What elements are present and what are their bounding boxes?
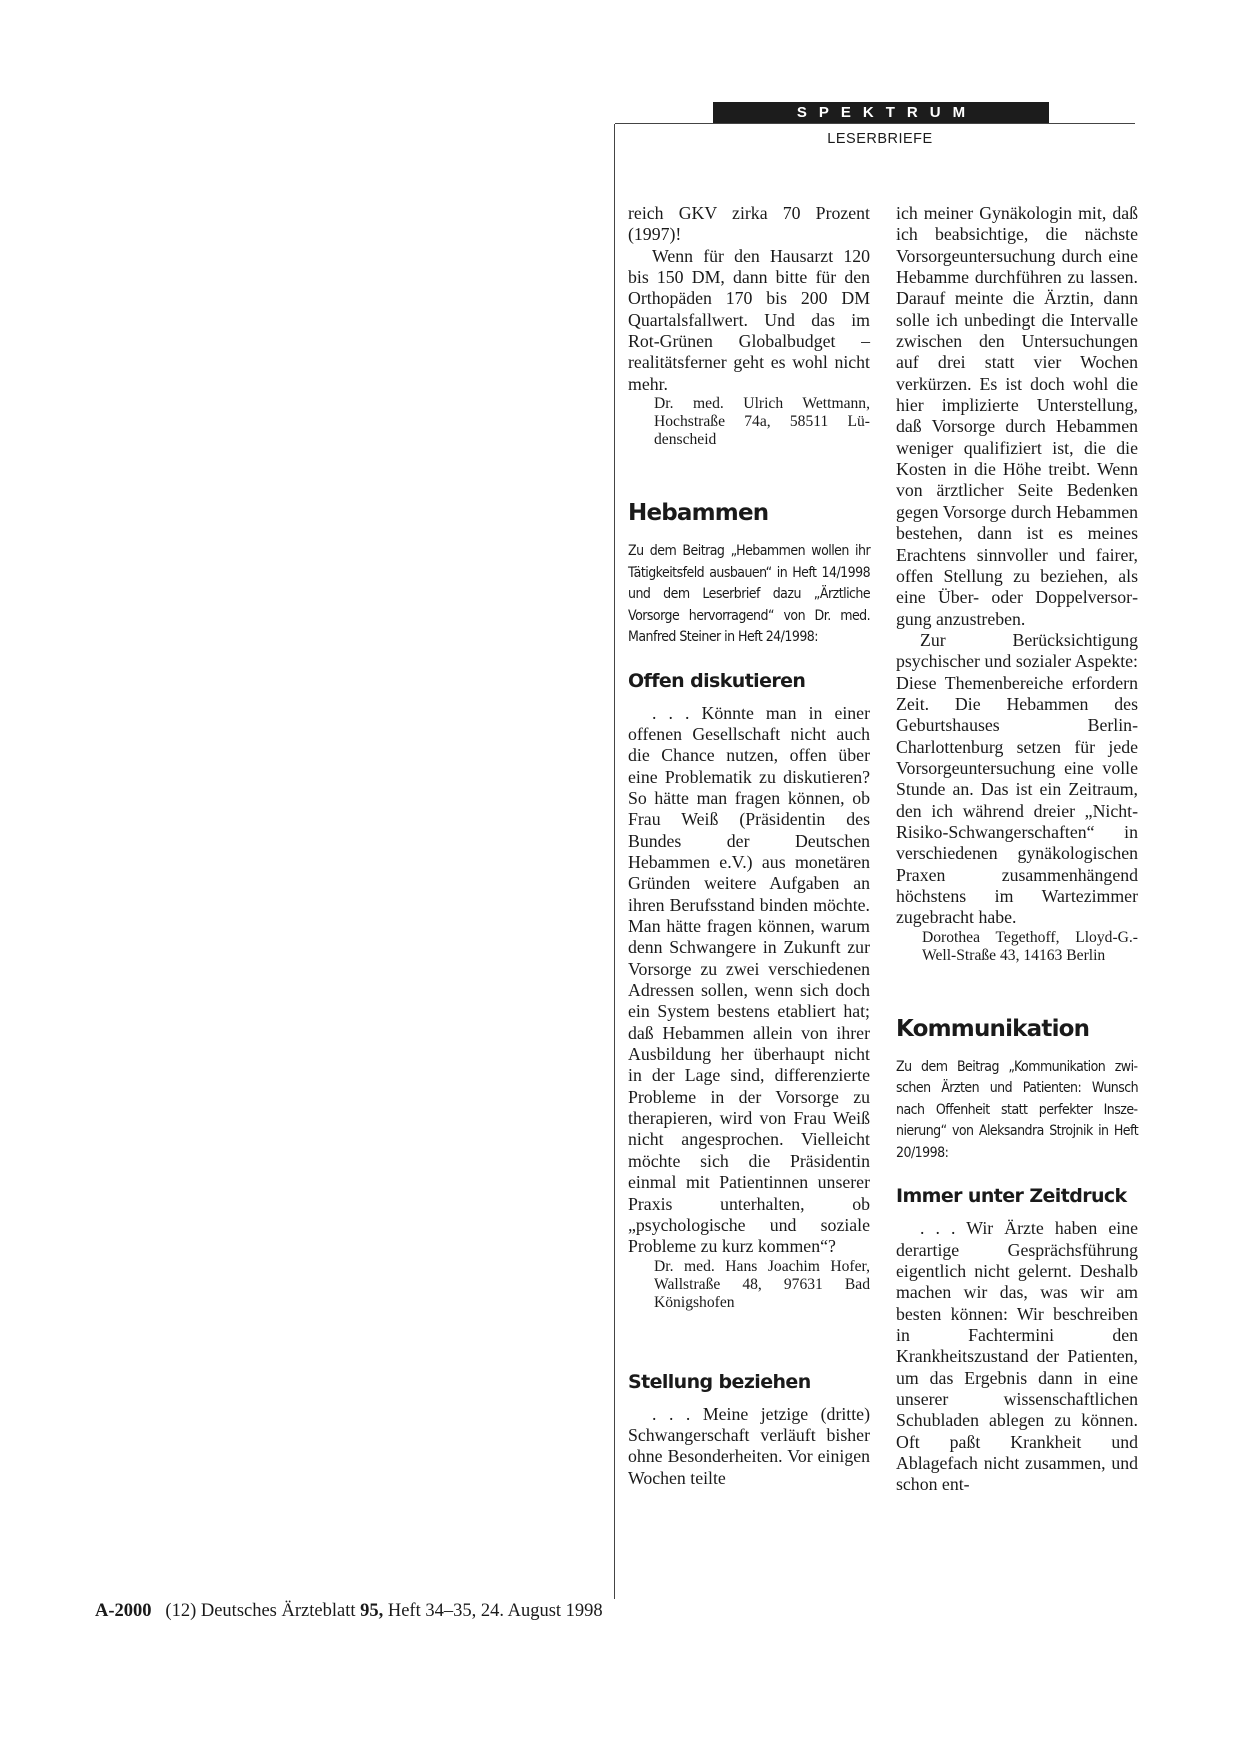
- journal-name: (12) Deutsches Ärzteblatt: [165, 1601, 356, 1621]
- page-code: A-2000: [95, 1601, 152, 1621]
- section-heading-hebammen: Hebammen: [628, 500, 769, 527]
- article-reference-intro: Zu dem Beitrag „Hebammen wollen ihr Tätigkeitsfeld ausbauen“ in Heft 14/1998 und dem Leserbrief dazu „Ärztliche Vorsorge hervorragend“ von Dr. med. Manfred Steiner in Heft 24/1998:: [628, 543, 871, 646]
- right-column: [896, 203, 1138, 1496]
- letter-signature: Dorothea Tegethoff, Lloyd-G.-Well-Straße 43, 14163 Berlin: [922, 928, 1138, 964]
- article-reference-intro: Zu dem Beitrag „Kommunikation zwischen Ärzten und Patienten: Wunsch nach Offenheit statt perfekter Inszenierung“ von Aleksandra Strojnik in Heft 20/1998:: [896, 1058, 1139, 1161]
- letter-signature: Dr. med. Hans Joachim Hofer, Wallstraße 48, 97631 Bad Königshofen: [654, 1257, 870, 1311]
- letter-body: . . . Wir Ärzte haben eine derartige Gesprächsführung eigentlich nicht gelernt. Deshalb machen wir das, was wir am besten können: Wir beschreiben in Fachtermini den Krankheitszustand der Patienten, um das Ergebnis dann in eine unserer wissenschaftlichen Schubladen ablegen zu können. Oft paßt Krankheit und Ablagefach nicht zusammen, und schon ent-: [896, 1218, 1138, 1495]
- carryover-paragraph: reich GKV zirka 70 Prozent (1997)!: [628, 203, 870, 245]
- section-heading-kommunikation: Kommunikation: [896, 1015, 1090, 1042]
- header-rule: [615, 123, 1135, 124]
- issue-date: Heft 34–35, 24. August 1998: [387, 1601, 603, 1621]
- volume-number: 95,: [360, 1601, 384, 1621]
- letter-signature: Dr. med. Ulrich Wettmann, Hochstraße 74a, 58511 Lüdenscheid: [654, 395, 870, 449]
- section-banner: SPEKTRUM: [713, 102, 1049, 124]
- letter-body-paragraph: Zur Berücksichtigung psychischer und sozialer Aspekte: Diese Themenbereiche erfordern Zeit. Die Hebammen des Geburtshauses Berlin-Charlottenburg setzen für jede Vorsorgeuntersuchung eine volle Stunde an. Das ist ein Zeitraum, den ich während dreier „Nicht-Risiko-Schwangerschaften“ in verschiedenen gynäkologischen Praxen zusammenhängend höchstens im Wartezimmer zugebracht habe.: [896, 629, 1138, 928]
- column-rule: [614, 124, 615, 1599]
- letter-heading: Stellung beziehen: [628, 1370, 811, 1393]
- left-column: [628, 203, 870, 1489]
- page-footer: [95, 1601, 603, 1622]
- letter-body: . . . Meine jetzige (dritte) Schwangerschaft verläuft bisher ohne Besonderheiten. Vor einigen Wochen teilte: [628, 1403, 870, 1488]
- subsection-label: LESERBRIEFE: [827, 131, 933, 147]
- letter-body: . . . Könnte man in einer offenen Gesellschaft nicht auch die Chance nutzen, offen über eine Problematik zu diskutieren? So hätte man fragen können, ob Frau Weiß (Präsidentin des Bundes der Deutschen Hebammen e.V.) aus monetären Gründen weitere Aufgaben an ihren Berufsstand binden möchte. Man hätte fragen können, warum denn Schwangere in Zukunft zur Vorsorge zu zwei verschiedenen Adressen sollen, wenn sich doch ein System bestens etabliert hat; daß Hebammen allein von ihrer Ausbildung her überhaupt nicht in der Lage sind, differenzierte Probleme in der Vorsorge zu therapieren, wird von Frau Weiß nicht angesprochen. Vielleicht möchte sich die Präsidentin einmal mit Patientinnen unserer Praxis unterhalten, ob „psychologische und soziale Probleme zu kurz kommen“?: [628, 702, 870, 1257]
- letter-heading: Offen diskutieren: [628, 669, 806, 692]
- letter-body-continued: ich meiner Gynäkologin mit, daß ich beabsichtige, die nächste Vorsorgeuntersuchung durch eine Hebamme durchführen zu lassen. Darauf meinte die Ärztin, dann solle ich unbedingt die Intervalle zwischen den Untersuchungen auf drei statt vier Wochen verkürzen. Es ist doch wohl die hier implizierte Unterstellung, daß Vorsorge durch Hebammen weniger qualifiziert ist, die die Kosten in die Höhe treibt. Wenn von ärztlicher Seite Bedenken gegen Vorsorge durch Hebammen bestehen, dann ist es meines Erachtens sinnvoller und fairer, offen Stellung zu beziehen, als eine Über- oder Doppelversorgung anzustreben.: [896, 203, 1138, 629]
- letter-heading: Immer unter Zeitdruck: [896, 1185, 1127, 1208]
- carryover-paragraph-2: Wenn für den Hausarzt 120 bis 150 DM, dann bitte für den Orthopäden 170 bis 200 DM Quartalsfallwert. Und das im Rot-Grünen Globalbudget – realitätsferner geht es wohl nicht mehr.: [628, 245, 870, 394]
